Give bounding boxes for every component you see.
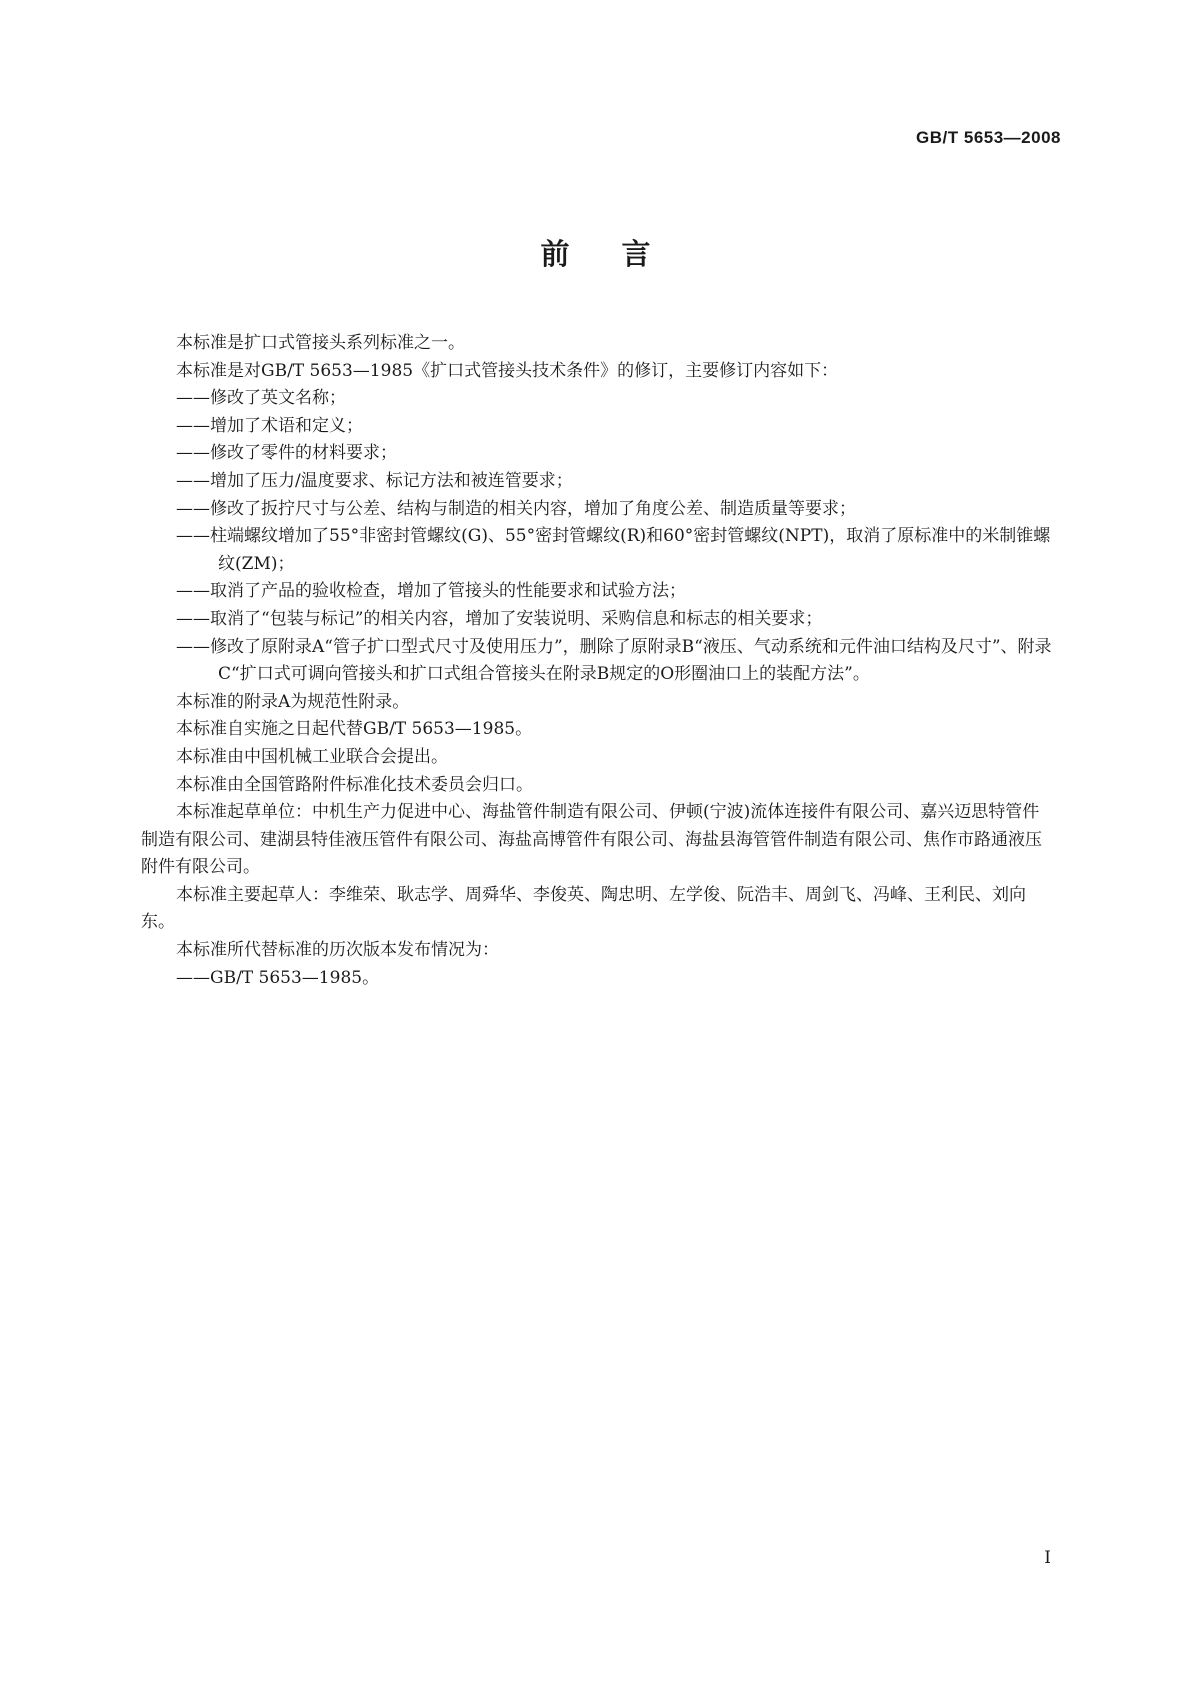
revision-item: ——增加了压力/温度要求、标记方法和被连管要求； <box>176 470 573 491</box>
revision-item: ——修改了零件的材料要求； <box>176 443 397 464</box>
revision-item: ——增加了术语和定义； <box>176 415 363 436</box>
page-title: 前言 <box>540 237 703 271</box>
revision-item: ——取消了“包装与标记”的相关内容，增加了安装说明、采购信息和标志的相关要求； <box>176 608 823 629</box>
revision-item: ——取消了产品的验收检查，增加了管接头的性能要求和试验方法； <box>176 581 686 602</box>
paragraph: 本标准由全国管路附件标准化技术委员会归口。 <box>176 774 533 795</box>
page-number: I <box>1044 1548 1051 1568</box>
revision-item: ——修改了英文名称； <box>176 388 346 409</box>
paragraph: 本标准是扩口式管接头系列标准之一。 <box>176 333 465 353</box>
paragraph: 本标准自实施之日起代替GB/T 5653—1985。 <box>176 719 533 740</box>
revision-item: ——修改了原附录A“管子扩口型式尺寸及使用压力”，删除了原附录B“液压、气动系统和元件油口结构及尺寸”、附录C“扩口式可调向管接头和扩口式组合管接头在附录B规定的O形圈油口上的装配方法”。 <box>176 636 1052 685</box>
foreword-body <box>141 330 1053 992</box>
paragraph: 本标准是对GB/T 5653—1985《扩口式管接头技术条件》的修订，主要修订内容如下： <box>176 360 839 381</box>
drafters: 本标准主要起草人：李维荣、耿志学、周舜华、李俊英、陶忠明、左学俊、阮浩丰、周剑飞、冯峰、王利民、刘向东。 <box>141 884 1026 933</box>
standard-code: GB/T 5653—2008 <box>916 128 1061 147</box>
drafting-units: 本标准起草单位：中机生产力促进中心、海盐管件制造有限公司、伊顿(宁波)流体连接件有限公司、嘉兴迈思特管件制造有限公司、建湖县特佳液压管件有限公司、海盐高博管件有限公司、海盐县海管管件制造有限公司、焦作市路通液压附件有限公司。 <box>141 802 1042 878</box>
revision-item: ——柱端螺纹增加了55°非密封管螺纹(G)、55°密封管螺纹(R)和60°密封管螺纹(NPT)，取消了原标准中的米制锥螺纹(ZM)； <box>176 526 1051 574</box>
version-item: ——GB/T 5653—1985。 <box>176 967 380 988</box>
paragraph: 本标准所代替标准的历次版本发布情况为： <box>176 940 499 961</box>
paragraph: 本标准由中国机械工业联合会提出。 <box>176 746 448 767</box>
paragraph: 本标准的附录A为规范性附录。 <box>176 691 410 712</box>
revision-item: ——修改了扳拧尺寸与公差、结构与制造的相关内容，增加了角度公差、制造质量等要求； <box>176 498 856 519</box>
